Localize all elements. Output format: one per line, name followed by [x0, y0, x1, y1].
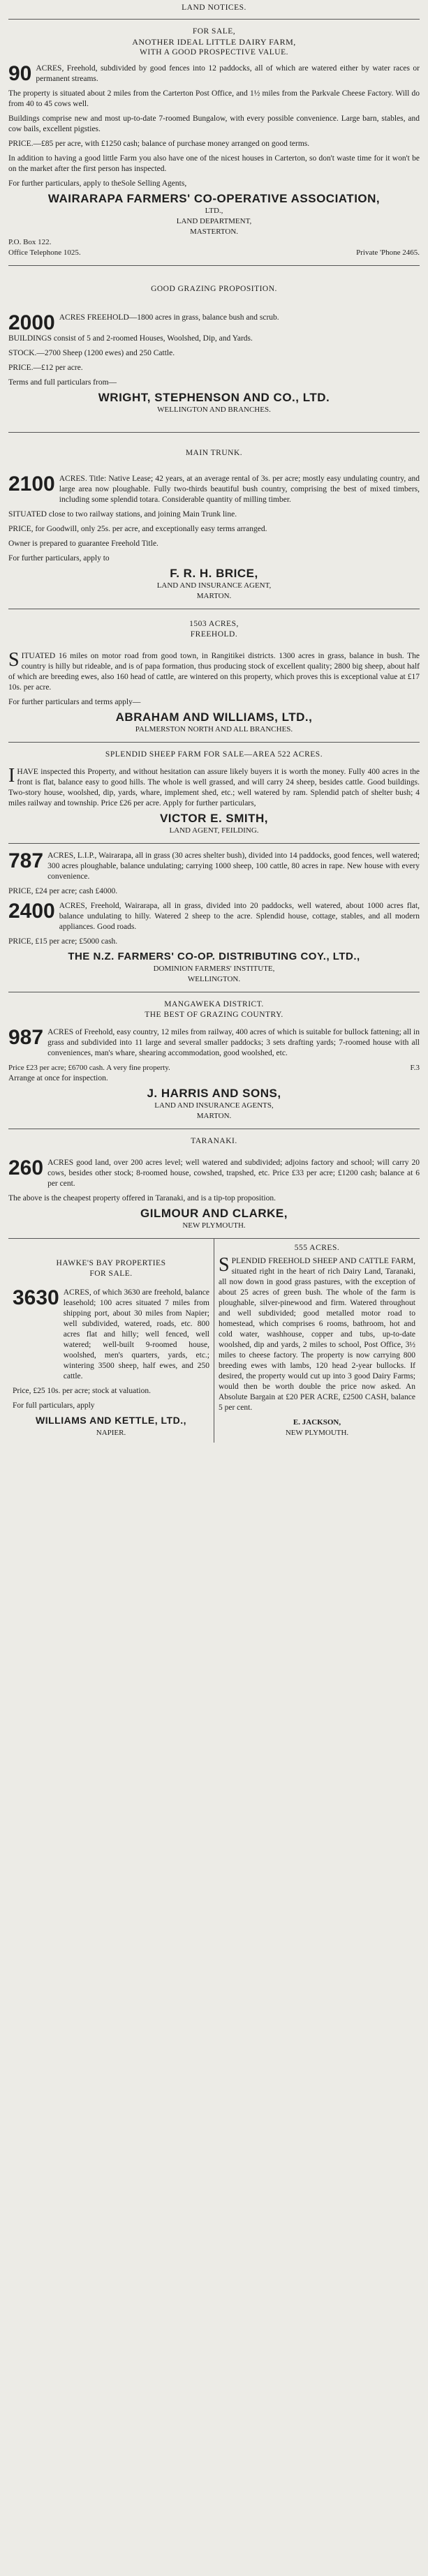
ad6-lead2: [8, 901, 420, 937]
ad9-heading: HAWKE'S BAY PROPERTIES: [56, 1259, 166, 1267]
ad7-paragraph: Arrange at once for inspection.: [8, 1074, 108, 1082]
ad6-sub2: WELLINGTON.: [187, 975, 241, 983]
ad7-ref: F.3: [410, 1064, 420, 1072]
ad1-office-phone: Office Telephone 1025.: [8, 248, 81, 257]
ad2-acreage: 2000: [8, 311, 55, 334]
ad6-price2: PRICE, £15 per acre; £5000 cash.: [8, 937, 118, 946]
ad3-intro: ACRES. Title: Native Lease; 42 years, at an average rental of 3s. per acre; mostly easy undulating country, and large area now ploughable. Fully two-thirds beautiful bush country, comprising the best of mixed timbers, including some splendid totara. Considerable quantity of milling timber.: [59, 475, 420, 504]
ad-1503-acres: [8, 609, 420, 743]
ad6-agent: THE N.Z. FARMERS' CO-OP. DISTRIBUTING COY., LTD.,: [68, 951, 360, 962]
ad7-sub2: MARTON.: [196, 1112, 232, 1120]
ad4-paragraph: For further particulars and terms apply—: [8, 698, 141, 706]
ad-grazing: [8, 266, 420, 433]
ad1-paragraph: In addition to having a good little Farm you also have one of the nicest houses in Carterton, so don't waste time for it won't be on the market after the first person has inspected.: [8, 154, 420, 173]
ad8-acreage: 260: [8, 1156, 44, 1179]
ad3-heading: MAIN TRUNK.: [185, 449, 243, 457]
ad2-town: WELLINGTON AND BRANCHES.: [157, 405, 271, 414]
ad9-paragraph: For full particulars, apply: [13, 1401, 95, 1410]
ad2-paragraph: BUILDINGS consist of 5 and 2-roomed Houses, Woolshed, Dip, and Yards.: [8, 334, 253, 343]
ad9-agent: WILLIAMS AND KETTLE, LTD.,: [36, 1415, 186, 1426]
ad-hawkes-bay: [8, 1239, 214, 1443]
ad3-lead: [8, 474, 420, 509]
ad-taranaki: [8, 1129, 420, 1239]
column-header: LAND NOTICES.: [8, 0, 420, 20]
ad1-box: P.O. Box 122.: [8, 238, 52, 246]
ad3-agent: F. R. H. BRICE,: [170, 567, 258, 580]
ad4-town: PALMERSTON NORTH AND ALL BRANCHES.: [135, 725, 293, 734]
ad-dairy-farm: [8, 20, 420, 266]
ad5-body-text: HAVE inspected this Property, and without hesitation can assure likely buyers it is worth the money. Fully 400 acres in the front is flat, balance easy to good hills. The whole is well grassed, and will carry 24 sheep, besides cattle. Good buildings. Two-story house, woolshed, dip, yards, whare, implement shed, etc.; well watered by ram. Splendid patch of shelter bush; 4 miles railway and township. Price £26 per acre. Apply for further particulars,: [8, 768, 420, 807]
ad6-acreage1: 787: [8, 849, 44, 872]
ad8-heading: TARANAKI.: [191, 1137, 237, 1145]
ad4-body-text: ITUATED 16 miles on motor road from good town, in Rangitikei districts. 1300 acres in grass, balance in bush. The country is hilly but rideable, and is of papa formation, thus producing stock of excellent quality; 2800 big sheep, about half of which are breeding ewes, also 160 head of cattle, are wintered on this property, which proves this is exceptional value at £17 10s. per acre.: [8, 652, 420, 692]
ad1-price: PRICE.—£85 per acre, with £1250 cash; balance of purchase money arranged on good terms.: [8, 140, 310, 148]
ad4-subheading: FREEHOLD.: [190, 630, 238, 639]
ad7-acreage: 987: [8, 1026, 44, 1049]
ad7-subheading: THE BEST OF GRAZING COUNTRY.: [145, 1011, 283, 1019]
ad6-intro1: ACRES, L.I.P., Wairarapa, all in grass (30 acres shelter bush), divided into 14 paddocks, good fences, well watered; 300 acres ploughable, balance undulating; carrying 1000 sheep, 100 cattle, 80 acres in rape. New house with every convenience.: [47, 851, 420, 881]
ad2-price: PRICE.—£12 per acre.: [8, 364, 83, 372]
ad2-lead: [8, 313, 420, 334]
ad10-dropcap: S: [219, 1254, 230, 1276]
ad7-lead: [8, 1027, 420, 1063]
ad8-sub: NEW PLYMOUTH.: [182, 1221, 246, 1230]
ad4-heading: 1503 ACRES,: [189, 620, 239, 628]
ad6-acreage2: 2400: [8, 900, 55, 923]
ad7-agent: J. HARRIS AND SONS,: [147, 1087, 281, 1100]
ad4-agent: ABRAHAM AND WILLIAMS, LTD.,: [115, 710, 313, 724]
ad8-lead: [8, 1158, 420, 1193]
ad2-paragraph: STOCK.—2700 Sheep (1200 ewes) and 250 Cattle.: [8, 349, 175, 357]
ad5-agent: VICTOR E. SMITH,: [159, 812, 269, 825]
ad1-line3: WITH A GOOD PROSPECTIVE VALUE.: [140, 48, 288, 57]
ad-sheep-farm-522: [8, 743, 420, 844]
ad2-agent: WRIGHT, STEPHENSON AND CO., LTD.: [98, 391, 330, 404]
ad1-private-phone: Private 'Phone 2465.: [356, 248, 420, 257]
ad-farmers-coop: [8, 844, 420, 992]
ad-555-acres: [214, 1239, 420, 1443]
ad3-sub1: LAND AND INSURANCE AGENT,: [156, 581, 272, 590]
ad7-sub1: LAND AND INSURANCE AGENTS,: [154, 1101, 274, 1110]
ad6-intro2: ACRES, Freehold, Wairarapa, all in grass, divided into 20 paddocks, well watered, about 1000 acres flat, balance undulating to hilly. Watered 2 sheep to the acre. Splendid house, cottage, stables, and all modern appliances. Good roads.: [59, 902, 420, 931]
ad9-price: Price, £25 10s. per acre; stock at valuation.: [13, 1387, 151, 1395]
ad5-heading: SPLENDID SHEEP FARM FOR SALE—AREA 522 ACRES.: [105, 750, 323, 759]
ad7-price-row: [8, 1063, 420, 1073]
ad1-line2: ANOTHER IDEAL LITTLE DAIRY FARM,: [132, 37, 296, 47]
ad2-intro: ACRES FREEHOLD—1800 acres in grass, balance bush and scrub.: [59, 313, 279, 322]
ad8-intro: ACRES good land, over 200 acres level; well watered and subdivided; adjoins factory and school; will carry 20 cows, besides other stock; 8-roomed house, cowshed, trapshed, etc. Price £33 per acre; £1200 cash; balance at 6 per cent.: [47, 1159, 420, 1188]
ad10-sub: NEW PLYMOUTH.: [285, 1429, 349, 1437]
ad2-heading: GOOD GRAZING PROPOSITION.: [151, 285, 277, 293]
ad3-sub2: MARTON.: [196, 592, 232, 600]
ad1-ltd: LTD.,: [205, 207, 223, 215]
ad7-intro: ACRES of Freehold, easy country, 12 miles from railway, 400 acres of which is suitable for bullock fattening; all in grass and subdivided into 11 large and several smaller paddocks; 3 sets drafting yards; 7-roomed house with all conveniences, man's whare, shearing accommodation, good woolshed, etc.: [47, 1028, 420, 1057]
ad5-sub: LAND AGENT, FEILDING.: [169, 826, 259, 835]
ad6-sub1: DOMINION FARMERS' INSTITUTE,: [153, 965, 275, 973]
ad8-agent: GILMOUR AND CLARKE,: [140, 1207, 288, 1220]
ad7-price: Price £23 per acre; £6700 cash. A very fine property.: [8, 1064, 170, 1072]
ad1-line1: FOR SALE,: [192, 27, 236, 36]
ad-main-trunk: [8, 433, 420, 609]
ad4-dropcap: S: [8, 649, 20, 671]
ad2-paragraph: Terms and full particulars from—: [8, 378, 117, 387]
ad5-dropcap: I: [8, 765, 15, 787]
ad9-lead: [13, 1288, 209, 1386]
ad3-paragraph: For further particulars, apply to: [8, 554, 110, 563]
bottom-columns: [8, 1239, 420, 1443]
ad9-acreage: 3630: [13, 1286, 59, 1309]
ad1-paragraph: For further particulars, apply to theSole Selling Agents,: [8, 179, 187, 188]
ad6-price1: PRICE, £24 per acre; cash £4000.: [8, 887, 118, 895]
ad3-paragraph: SITUATED close to two railway stations, and joining Main Trunk line.: [8, 510, 237, 519]
ad4-body: [8, 651, 420, 693]
ad1-dept: LAND DEPARTMENT,: [176, 217, 252, 225]
ad1-lead: [8, 64, 420, 89]
ad1-acreage: 90: [8, 62, 32, 85]
ad9-subheading: FOR SALE.: [89, 1270, 133, 1278]
ad1-phones: [8, 248, 420, 258]
ad10-body-text: PLENDID FREEHOLD SHEEP AND CATTLE FARM, situated right in the heart of rich Dairy Land, Taranaki, all now down in good grass pastures, with the exception of about 25 acres of green bush. The whole of the farm is ploughable, silver-pinewood and firm. Watered throughout and well subdivided; good metalled motor road to homestead, which comprises 6 rooms, bathroom, hot and cold water, washhouse, copper and tubs, up-to-date woolshed, dip and yards, 2 miles to school, Post Office, 3½ miles to cheese factory. The property is now carrying 800 breeding ewes with lambs, 120 head 2-year bullocks. If desired, the property would cut up into 3 good Dairy Farms; would then be worth double the price now asked. An Absolute Bargain at £20 PER ACRE, £2500 CASH, balance 5 per cent.: [219, 1257, 415, 1412]
ad5-body: [8, 767, 420, 809]
ad1-paragraph: The property is situated about 2 miles from the Carterton Post Office, and 1½ miles from the Parkvale Cheese Factory. Will do from 40 to 45 cows well.: [8, 89, 420, 108]
ad8-paragraph: The above is the cheapest property offered in Taranaki, and is a tip-top proposition.: [8, 1194, 276, 1203]
ad1-agent: WAIRARAPA FARMERS' CO-OPERATIVE ASSOCIATION,: [47, 192, 381, 205]
ad-mangaweka: [8, 992, 420, 1129]
land-notices-page: [8, 0, 420, 1443]
ad1-town: MASTERTON.: [189, 228, 239, 236]
ad7-heading: MANGAWEKA DISTRICT.: [164, 1000, 264, 1008]
ad3-paragraph: Owner is prepared to guarantee Freehold Title.: [8, 539, 158, 548]
ad6-lead1: [8, 851, 420, 886]
ad3-price: PRICE, for Goodwill, only 25s. per acre, and exceptionally easy terms arranged.: [8, 525, 267, 533]
ad1-contacts: [8, 237, 420, 248]
ad10-agent: E. JACKSON,: [293, 1418, 341, 1427]
ad10-body: [219, 1256, 415, 1413]
ad10-heading: 555 ACRES.: [294, 1244, 340, 1252]
ad3-acreage: 2100: [8, 472, 55, 496]
ad1-paragraph: Buildings comprise new and most up-to-date 7-roomed Bungalow, with every possible convenience. Large barn, stables, and cow bails, excellent pigsties.: [8, 114, 420, 133]
ad1-intro: ACRES, Freehold, subdivided by good fences into 12 paddocks, all of which are watered either by water races or permanent streams.: [36, 64, 420, 83]
ad9-intro: ACRES, of which 3630 are freehold, balance leasehold; 100 acres situated 7 miles from shipping port, about 30 miles from Napier; well subdivided, watered, roads, etc. 800 acres flat and hilly; well fenced, well watered; well-built 9-roomed house, woolshed, men's quarters, yards, etc.; wintering 3500 sheep, half ewes, and 250 cattle.: [63, 1288, 209, 1380]
ad9-sub: NAPIER.: [96, 1429, 126, 1437]
